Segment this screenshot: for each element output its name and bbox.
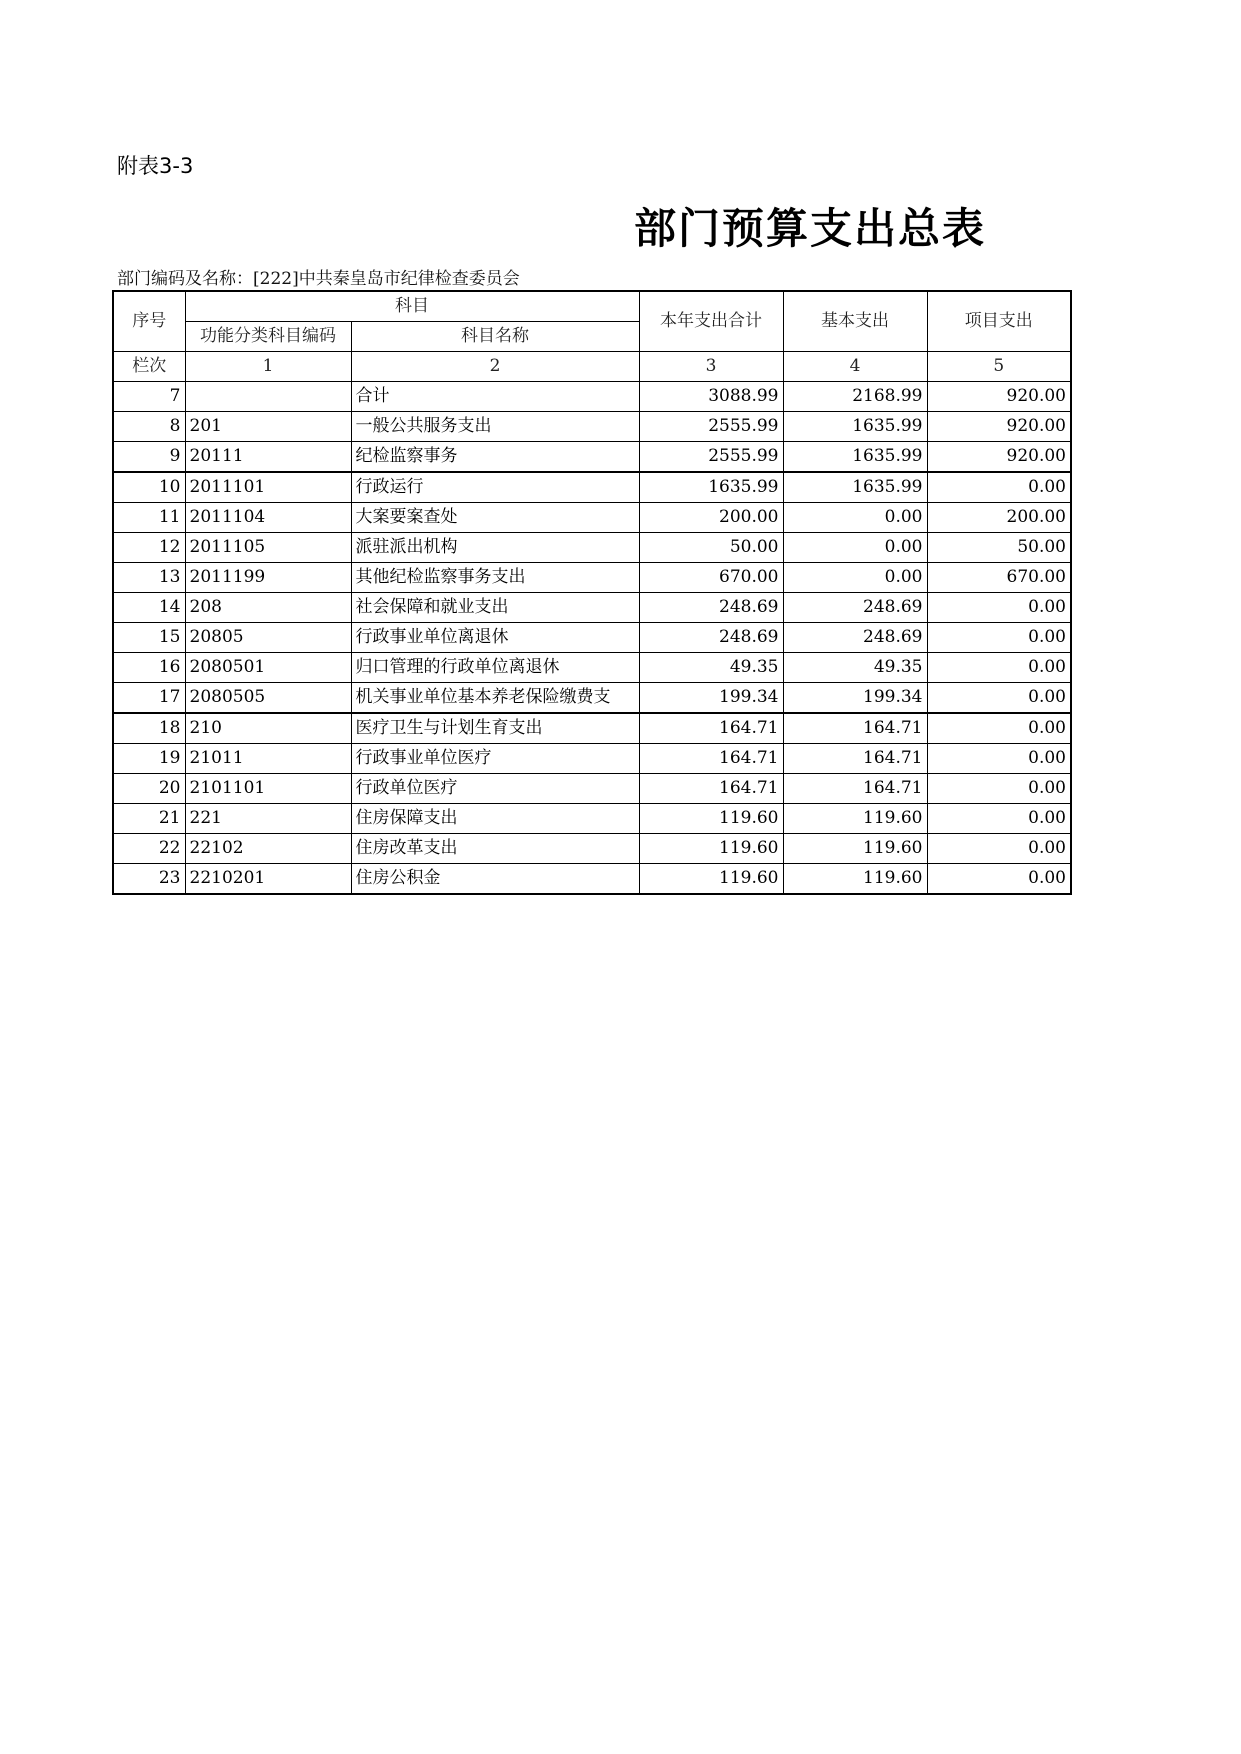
row-basic: 248.69 <box>783 593 927 623</box>
row-basic: 119.60 <box>783 804 927 834</box>
column-number-2: 2 <box>351 352 639 382</box>
row-name: 纪检监察事务 <box>351 442 639 473</box>
table-row <box>113 713 1071 744</box>
row-total: 49.35 <box>639 653 783 683</box>
row-seq: 21 <box>113 804 185 834</box>
header-total: 本年支出合计 <box>639 291 783 352</box>
row-total: 3088.99 <box>639 382 783 412</box>
row-seq: 18 <box>113 713 185 744</box>
table-row <box>113 563 1071 593</box>
row-basic: 0.00 <box>783 563 927 593</box>
row-basic: 1635.99 <box>783 472 927 503</box>
row-total: 1635.99 <box>639 472 783 503</box>
row-name: 行政事业单位医疗 <box>351 744 639 774</box>
row-basic: 164.71 <box>783 744 927 774</box>
row-code: 210 <box>185 713 351 744</box>
row-name: 派驻派出机构 <box>351 533 639 563</box>
row-name: 社会保障和就业支出 <box>351 593 639 623</box>
row-project: 0.00 <box>927 683 1071 714</box>
row-seq: 12 <box>113 533 185 563</box>
column-number-1: 1 <box>185 352 351 382</box>
row-basic: 49.35 <box>783 653 927 683</box>
row-seq: 15 <box>113 623 185 653</box>
header-basic: 基本支出 <box>783 291 927 352</box>
row-total: 119.60 <box>639 834 783 864</box>
row-total: 2555.99 <box>639 442 783 473</box>
row-basic: 248.69 <box>783 623 927 653</box>
header-seq: 序号 <box>113 291 185 352</box>
table-row <box>113 472 1071 503</box>
row-project: 920.00 <box>927 442 1071 473</box>
row-basic: 199.34 <box>783 683 927 714</box>
row-name: 行政单位医疗 <box>351 774 639 804</box>
row-total: 199.34 <box>639 683 783 714</box>
row-code: 20111 <box>185 442 351 473</box>
row-seq: 8 <box>113 412 185 442</box>
row-code: 2011105 <box>185 533 351 563</box>
row-basic: 164.71 <box>783 774 927 804</box>
row-total: 50.00 <box>639 533 783 563</box>
row-seq: 11 <box>113 503 185 533</box>
row-code: 2210201 <box>185 864 351 895</box>
row-name: 住房公积金 <box>351 864 639 895</box>
row-project: 0.00 <box>927 864 1071 895</box>
row-name: 行政事业单位离退休 <box>351 623 639 653</box>
table-row <box>113 804 1071 834</box>
row-name: 一般公共服务支出 <box>351 412 639 442</box>
row-project: 0.00 <box>927 834 1071 864</box>
table-row <box>113 442 1071 473</box>
row-seq: 14 <box>113 593 185 623</box>
row-code: 20805 <box>185 623 351 653</box>
header-code: 功能分类科目编码 <box>185 322 351 352</box>
row-project: 920.00 <box>927 382 1071 412</box>
table-row <box>113 774 1071 804</box>
row-project: 0.00 <box>927 744 1071 774</box>
row-seq: 10 <box>113 472 185 503</box>
table-row <box>113 623 1071 653</box>
table-row <box>113 653 1071 683</box>
row-project: 0.00 <box>927 653 1071 683</box>
row-code: 2080501 <box>185 653 351 683</box>
row-total: 164.71 <box>639 713 783 744</box>
row-code <box>185 382 351 412</box>
table-row <box>113 503 1071 533</box>
column-number-3: 3 <box>639 352 783 382</box>
table-row <box>113 834 1071 864</box>
row-total: 248.69 <box>639 623 783 653</box>
header-subject: 科目 <box>185 291 639 322</box>
row-total: 2555.99 <box>639 412 783 442</box>
column-number-row <box>113 352 1071 382</box>
row-basic: 119.60 <box>783 864 927 895</box>
row-seq: 19 <box>113 744 185 774</box>
row-name: 住房改革支出 <box>351 834 639 864</box>
row-name: 行政运行 <box>351 472 639 503</box>
row-name: 归口管理的行政单位离退休 <box>351 653 639 683</box>
table-row <box>113 412 1071 442</box>
header-row-1 <box>113 291 1071 322</box>
annex-label: 附表3-3 <box>117 154 194 178</box>
row-seq: 20 <box>113 774 185 804</box>
row-basic: 164.71 <box>783 713 927 744</box>
row-basic: 1635.99 <box>783 412 927 442</box>
row-name: 合计 <box>351 382 639 412</box>
row-code: 2101101 <box>185 774 351 804</box>
row-name: 机关事业单位基本养老保险缴费支 <box>351 683 639 714</box>
row-basic: 0.00 <box>783 533 927 563</box>
row-total: 164.71 <box>639 744 783 774</box>
row-code: 201 <box>185 412 351 442</box>
row-total: 119.60 <box>639 864 783 895</box>
column-number-5: 5 <box>927 352 1071 382</box>
row-code: 2080505 <box>185 683 351 714</box>
row-basic: 0.00 <box>783 503 927 533</box>
row-seq: 22 <box>113 834 185 864</box>
row-code: 21011 <box>185 744 351 774</box>
row-seq: 7 <box>113 382 185 412</box>
row-basic: 119.60 <box>783 834 927 864</box>
row-code: 2011101 <box>185 472 351 503</box>
row-seq: 13 <box>113 563 185 593</box>
department-label: 部门编码及名称：[222]中共秦皇岛市纪律检查委员会 <box>117 269 520 289</box>
row-seq: 23 <box>113 864 185 895</box>
row-project: 920.00 <box>927 412 1071 442</box>
page-title: 部门预算支出总表 <box>633 204 986 253</box>
row-project: 0.00 <box>927 623 1071 653</box>
row-total: 200.00 <box>639 503 783 533</box>
table-row <box>113 593 1071 623</box>
header-name: 科目名称 <box>351 322 639 352</box>
row-name: 大案要案查处 <box>351 503 639 533</box>
row-basic: 2168.99 <box>783 382 927 412</box>
row-name: 住房保障支出 <box>351 804 639 834</box>
row-project: 200.00 <box>927 503 1071 533</box>
row-total: 670.00 <box>639 563 783 593</box>
column-number-label: 栏次 <box>113 352 185 382</box>
row-project: 0.00 <box>927 593 1071 623</box>
row-code: 2011199 <box>185 563 351 593</box>
table-row <box>113 864 1071 895</box>
row-name: 其他纪检监察事务支出 <box>351 563 639 593</box>
row-project: 0.00 <box>927 774 1071 804</box>
row-project: 0.00 <box>927 804 1071 834</box>
row-total: 164.71 <box>639 774 783 804</box>
row-total: 119.60 <box>639 804 783 834</box>
row-code: 221 <box>185 804 351 834</box>
row-seq: 16 <box>113 653 185 683</box>
budget-table <box>112 290 1072 895</box>
table-row <box>113 744 1071 774</box>
table-row <box>113 382 1071 412</box>
table-row <box>113 533 1071 563</box>
row-project: 670.00 <box>927 563 1071 593</box>
row-seq: 9 <box>113 442 185 473</box>
row-project: 0.00 <box>927 472 1071 503</box>
row-total: 248.69 <box>639 593 783 623</box>
row-name: 医疗卫生与计划生育支出 <box>351 713 639 744</box>
row-seq: 17 <box>113 683 185 714</box>
row-project: 50.00 <box>927 533 1071 563</box>
header-project: 项目支出 <box>927 291 1071 352</box>
row-code: 22102 <box>185 834 351 864</box>
column-number-4: 4 <box>783 352 927 382</box>
row-project: 0.00 <box>927 713 1071 744</box>
row-basic: 1635.99 <box>783 442 927 473</box>
row-code: 208 <box>185 593 351 623</box>
table-row <box>113 683 1071 714</box>
row-code: 2011104 <box>185 503 351 533</box>
